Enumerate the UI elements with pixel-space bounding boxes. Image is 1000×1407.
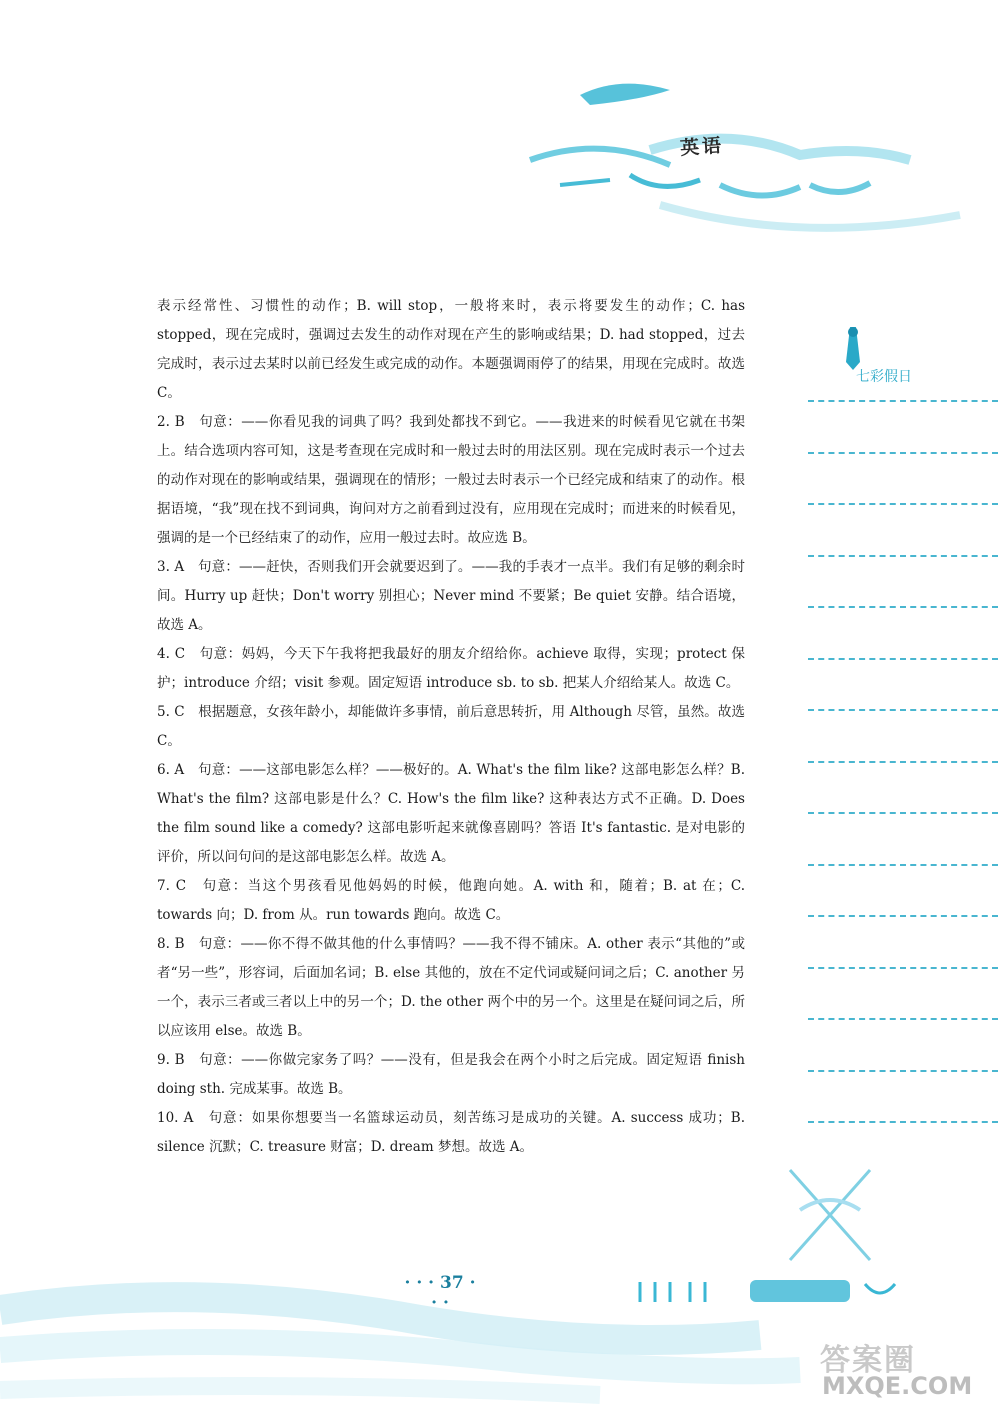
answer-item-10: 10. A 句意：如果你想要当一名篮球运动员，刻苦练习是成功的关键。A. success 成功；B. silence 沉默；C. treasure 财富；D. dream 梦想。故选 A。 [157, 1110, 745, 1155]
answer-item-2: 2. B 句意：——你看见我的词典了吗？我到处都找不到它。——我进来的时候看见它就在书架上。结合选项内容可知，这是考查现在完成时和一般过去时的用法区别。现在完成时表示一个过去的动作对现在的影响或结果，强调现在的情形；一般过去时表示一个已经完成和结束了的动作。根据语境，“我”现在找不到词典，询问对方之前看到过没有，应用现在完成时；而进来的时候看见，强调的是一个已经结束了的动作，应用一般过去时。故应选 B。 [157, 414, 745, 546]
note-line [808, 761, 998, 763]
note-line [808, 915, 998, 917]
note-line [808, 864, 998, 866]
answer-content [157, 292, 745, 1162]
note-lines [808, 400, 998, 1173]
brand-name: 七彩假日 [856, 369, 912, 385]
paragraph-continuation: 表示经常性、习惯性的动作；B. will stop，一般将来时，表示将要发生的动作；C. has stopped，现在完成时，强调过去发生的动作对现在产生的影响或结果；D. had stopped，过去完成时，表示过去某时以前已经发生或完成的动作。本题强调雨停了的结果，用现在完成时。故选 C。 [157, 298, 745, 401]
note-line [808, 1018, 998, 1020]
note-line [808, 555, 998, 557]
watermark: 答案圈 [820, 1343, 916, 1378]
answer-item-9: 9. B 句意：——你做完家务了吗？——没有，但是我会在两个小时之后完成。固定短语 finish doing sth. 完成某事。故选 B。 [157, 1052, 745, 1097]
note-line [808, 452, 998, 454]
subject-label: 英语 [679, 134, 725, 160]
answer-item-7: 7. C 句意：当这个男孩看见他妈妈的时候，他跑向她。A. with 和，随着；B. at 在；C. towards 向；D. from 从。run towards 跑向。故选 C。 [157, 878, 745, 923]
cross-decoration [770, 1150, 890, 1290]
answer-item-5: 5. C 根据题意，女孩年龄小，却能做许多事情，前后意思转折，用 Although 尽管，虽然。故选 C。 [157, 704, 745, 749]
note-line [808, 1070, 998, 1072]
note-line [808, 967, 998, 969]
note-line [808, 709, 998, 711]
answer-item-4: 4. C 句意：妈妈，今天下午我将把我最好的朋友介绍给你。achieve 取得，实现；protect 保护；introduce 介绍；visit 参观。固定短语 introduce sb. to sb. 把某人介绍给某人。故选 C。 [157, 646, 745, 691]
note-line [808, 400, 998, 402]
note-line [808, 606, 998, 608]
note-line [808, 1121, 998, 1123]
watermark-url: MXQE.COM [822, 1372, 973, 1400]
footer-ornament [630, 1272, 910, 1312]
header-decoration [500, 55, 980, 245]
note-line [808, 503, 998, 505]
note-line [808, 658, 998, 660]
page-number: · · · 37 · · · [404, 1273, 476, 1313]
answer-item-3: 3. A 句意：——赶快，否则我们开会就要迟到了。——我的手表才一点半。我们有足够的剩余时间。Hurry up 赶快；Don't worry 别担心；Never mind 不要紧；Be quiet 安静。结合语境，故选 A。 [157, 559, 745, 633]
answer-item-8: 8. B 句意：——你不得不做其他的什么事情吗？——我不得不铺床。A. other 表示“其他的”或者“另一些”，形容词，后面加名词；B. else 其他的，放在不定代词或疑问词之后；C. another 另一个，表示三者或三者以上中的另一个；D. the other 两个中的另一个。这里是在疑问词之后，所以应该用 else。故选 B。 [157, 936, 745, 1039]
note-line [808, 812, 998, 814]
answer-item-6: 6. A 句意：——这部电影怎么样？——极好的。A. What's the film like? 这部电影怎么样？B. What's the film? 这部电影是什么？C. How's the film like? 这种表达方式不正确。D. Does the film sound like a comedy? 这部电影听起来就像喜剧吗？答语 It's fantastic. 是对电影的评价，所以问句问的是这部电影怎么样。故选 A。 [157, 762, 745, 865]
